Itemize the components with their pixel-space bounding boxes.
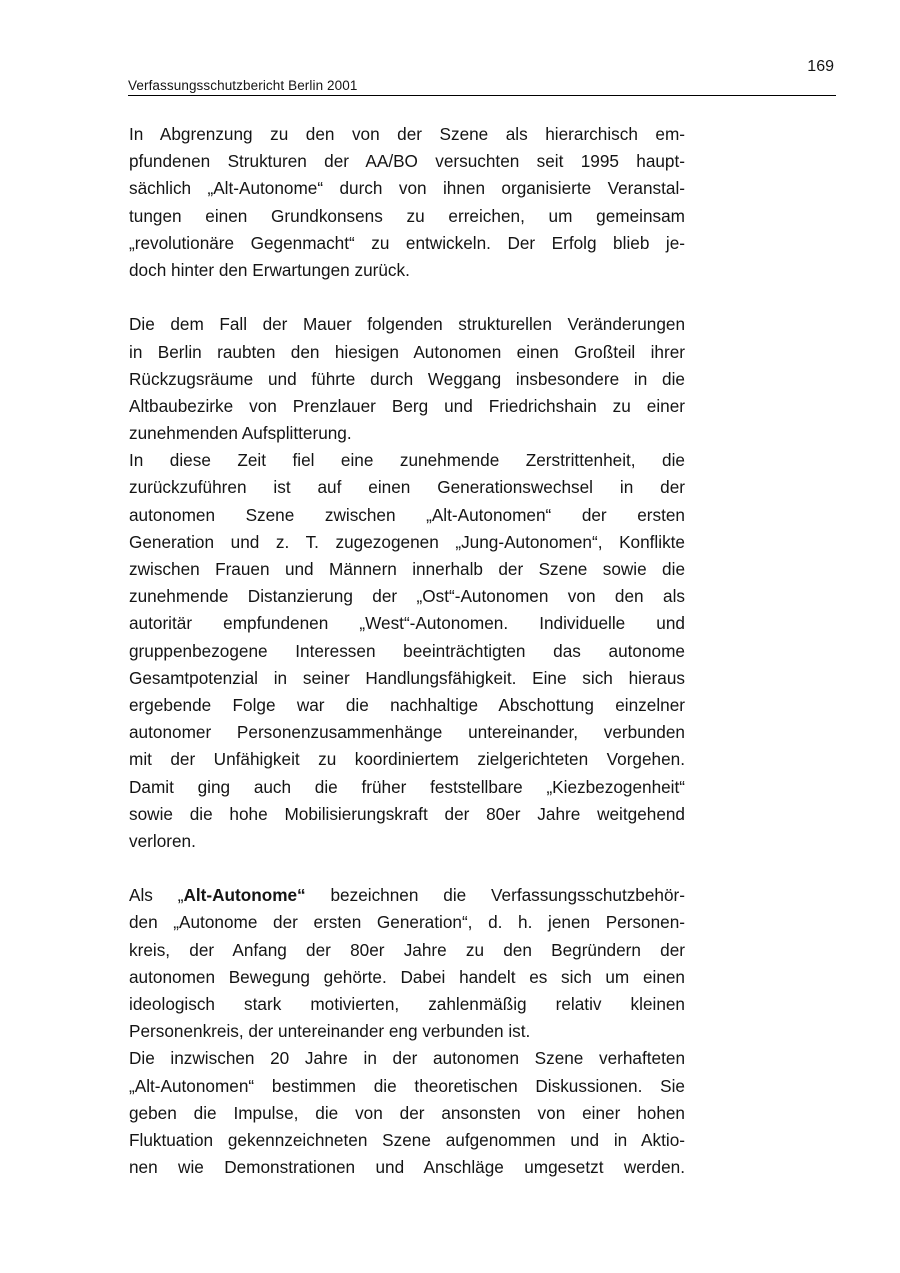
defined-term: Alt-Autonome“: [183, 885, 306, 906]
text-line: Fluktuation gekennzeichneten Szene aufgenommen und in Aktio-: [129, 1129, 685, 1150]
text-line: den „Autonome der ersten Generation“, d. h. jenen Personen-: [129, 912, 685, 933]
text-line: autonomer Personenzusammenhänge untereinander, verbunden: [129, 722, 685, 743]
paragraph-2: [129, 311, 685, 447]
text-line: Die inzwischen 20 Jahre in der autonomen Szene verhafteten: [129, 1048, 685, 1069]
text-line: „Alt-Autonomen“ bestimmen die theoretischen Diskussionen. Sie: [129, 1075, 685, 1096]
text-line: doch hinter den Erwartungen zurück.: [129, 259, 410, 280]
running-header: [128, 77, 836, 96]
text-line: kreis, der Anfang der 80er Jahre zu den Begründern der: [129, 939, 685, 960]
paragraph-spacer: [129, 284, 685, 311]
text-line: „revolutionäre Gegenmacht“ zu entwickeln. Der Erfolg blieb je-: [129, 232, 685, 253]
text-line: autonomen Bewegung gehörte. Dabei handelt es sich um einen: [129, 966, 685, 987]
text-line: In Abgrenzung zu den von der Szene als hierarchisch em-: [129, 124, 685, 144]
paragraph-spacer: [129, 855, 685, 882]
text-line: zunehmenden Aufsplitterung.: [129, 423, 352, 444]
text-line: sächlich „Alt-Autonome“ durch von ihnen organisierte Veranstal-: [129, 178, 685, 199]
paragraph-4: [129, 882, 685, 1045]
text-line: Rückzugsräume und führte durch Weggang insbesondere in die: [129, 368, 685, 389]
text-line: In diese Zeit fiel eine zunehmende Zerstrittenheit, die: [129, 450, 685, 471]
text-line: Die dem Fall der Mauer folgenden strukturellen Veränderungen: [129, 314, 685, 335]
text-line: autonomen Szene zwischen „Alt-Autonomen“ der ersten: [129, 504, 685, 525]
body-text: [129, 121, 685, 1181]
text-line: autoritär empfundenen „West“-Autonomen. Individuelle und: [129, 613, 685, 634]
text-line: Damit ging auch die früher feststellbare „Kiezbezogenheit“: [129, 776, 685, 797]
text-line: Generation und z. T. zugezogenen „Jung-Autonomen“, Konflikte: [129, 531, 685, 552]
page-number: 169: [807, 58, 834, 75]
text-line: ideologisch stark motivierten, zahlenmäßig relativ kleinen: [129, 994, 685, 1014]
text-line: zunehmende Distanzierung der „Ost“-Autonomen von den als: [129, 586, 685, 607]
text-line: zwischen Frauen und Männern innerhalb der Szene sowie die: [129, 559, 685, 579]
paragraph-1: [129, 121, 685, 284]
text-line: verloren.: [129, 830, 196, 851]
inline-text: Als „: [129, 885, 184, 906]
text-line: Gesamtpotenzial in seiner Handlungsfähigkeit. Eine sich hieraus: [129, 667, 685, 688]
text-line: geben die Impulse, die von der ansonsten von einer hohen: [129, 1102, 685, 1123]
text-line: mit der Unfähigkeit zu koordiniertem zielgerichteten Vorgehen.: [129, 749, 685, 770]
text-line: ergebende Folge war die nachhaltige Abschottung einzelner: [129, 694, 685, 715]
paragraph-3: [129, 447, 685, 855]
text-line: [129, 882, 685, 909]
paragraph-5: [129, 1045, 685, 1181]
text-line: zurückzuführen ist auf einen Generationswechsel in der: [129, 477, 685, 498]
text-line: nen wie Demonstrationen und Anschläge umgesetzt werden.: [129, 1157, 685, 1178]
text-line: tungen einen Grundkonsens zu erreichen, um gemeinsam: [129, 205, 685, 226]
text-line: sowie die hohe Mobilisierungskraft der 80er Jahre weitgehend: [129, 803, 685, 824]
text-line: Personenkreis, der untereinander eng verbunden ist.: [129, 1021, 531, 1042]
text-line: pfundenen Strukturen der AA/BO versuchten seit 1995 haupt-: [129, 151, 685, 172]
text-line: in Berlin raubten den hiesigen Autonomen einen Großteil ihrer: [129, 341, 685, 362]
header-title: Verfassungsschutzbericht Berlin 2001: [128, 78, 358, 93]
inline-text: bezeichnen die Verfassungsschutzbehör-: [305, 885, 685, 906]
text-line: Altbaubezirke von Prenzlauer Berg und Friedrichshain zu einer: [129, 395, 685, 416]
text-line: gruppenbezogene Interessen beeinträchtigten das autonome: [129, 640, 685, 661]
